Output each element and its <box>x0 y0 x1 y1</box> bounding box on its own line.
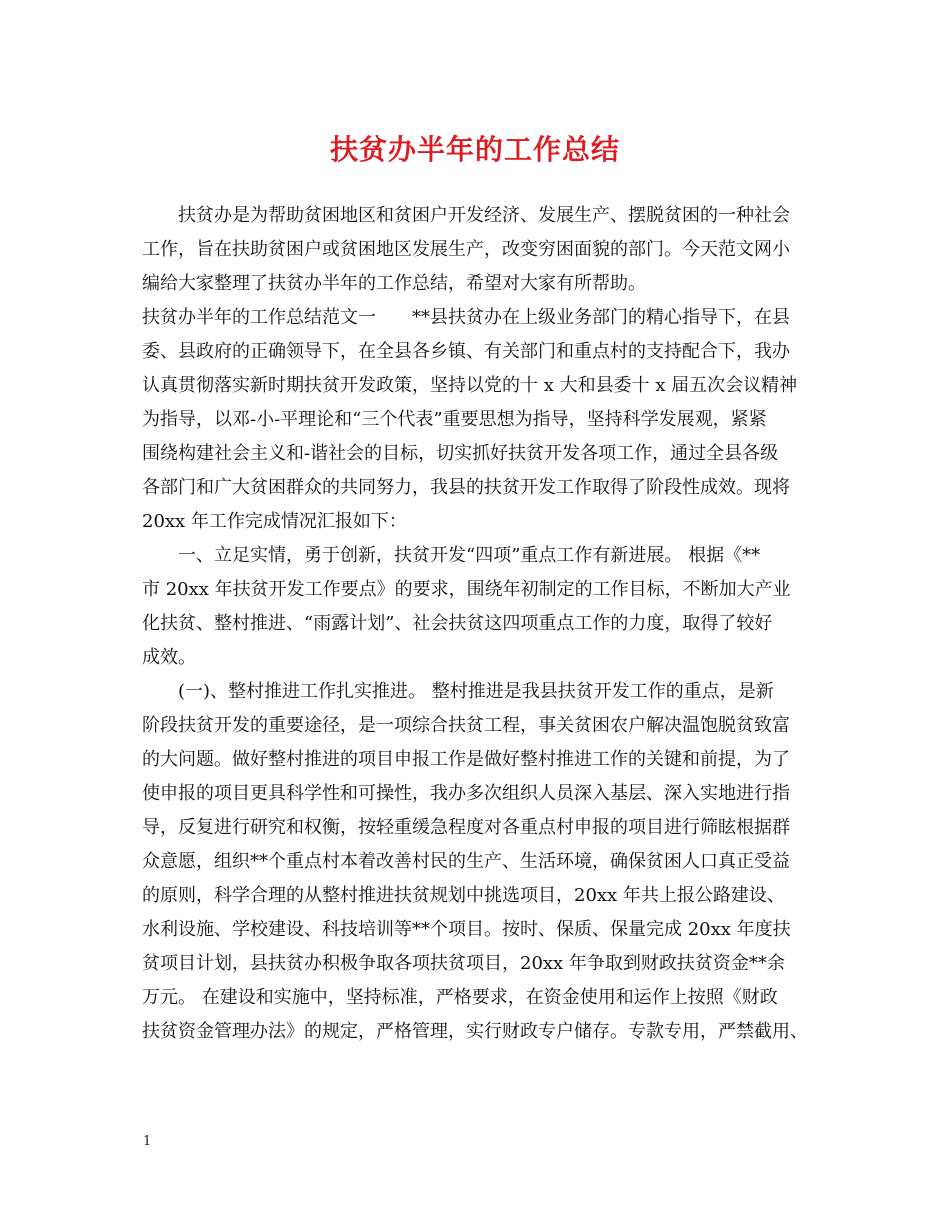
text-line: 编给大家整理了扶贫办半年的工作总结，希望对大家有所帮助。 <box>142 273 646 294</box>
page-number: 1 <box>143 1134 152 1149</box>
text-line: 20xx 年工作完成情况汇报如下： <box>142 511 407 532</box>
text-line: 使申报的项目更具科学性和可操性，我办多次组织人员深入基层、深入实地进行指 <box>142 783 790 804</box>
text-line: 市 20xx 年扶贫开发工作要点》的要求，围绕年初制定的工作目标，不断加大产业 <box>142 579 791 600</box>
text-line: 一、立足实情，勇于创新，扶贫开发“四项”重点工作有新进展。 根据《** <box>178 545 761 566</box>
text-line: 贫项目计划，县扶贫办积极争取各项扶贫项目，20xx 年争取到财政扶贫资金**余 <box>142 953 785 974</box>
text-line: 扶贫办是为帮助贫困地区和贫困户开发经济、发展生产、摆脱贫困的一种社会 <box>178 205 790 226</box>
text-line: 万元。 在建设和实施中，坚持标准，严格要求，在资金使用和运作上按照《财政 <box>142 987 778 1008</box>
text-line: 扶贫资金管理办法》的规定，严格管理，实行财政专户储存。专款专用，严禁截用、 <box>142 1021 808 1042</box>
text-line: 水利设施、学校建设、科技培训等**个项目。按时、保质、保量完成 20xx 年度扶 <box>142 919 791 940</box>
text-line: 的原则，科学合理的从整村推进扶贫规划中挑选项目，20xx 年共上报公路建设、 <box>142 885 785 906</box>
text-line: 委、县政府的正确领导下，在全县各乡镇、有关部门和重点村的支持配合下，我办 <box>142 341 790 362</box>
text-line: 工作，旨在扶助贫困户或贫困地区发展生产，改变穷困面貌的部门。今天范文网小 <box>142 239 790 260</box>
text-line: 阶段扶贫开发的重要途径，是一项综合扶贫工程，事关贫困农户解决温饱脱贫致富 <box>142 715 790 736</box>
document-title: 扶贫办半年的工作总结 <box>329 133 620 166</box>
text-line: 为指导，以邓-小-平理论和“三个代表”重要思想为指导，坚持科学发展观，紧紧 <box>142 409 767 430</box>
text-line: 围绕构建社会主义和-谐社会的目标，切实抓好扶贫开发各项工作，通过全县各级 <box>142 443 779 464</box>
text-line: 认真贯彻落实新时期扶贫开发政策，坚持以党的十 x 大和县委十 x 届五次会议精神 <box>142 375 798 396</box>
text-line: 扶贫办半年的工作总结范文一 **县扶贫办在上级业务部门的精心指导下，在县 <box>142 307 790 328</box>
document-body <box>142 199 814 1049</box>
text-line: 各部门和广大贫困群众的共同努力，我县的扶贫开发工作取得了阶段性成效。现将 <box>142 477 790 498</box>
text-line: 成效。 <box>142 647 196 668</box>
text-line: 的大问题。做好整村推进的项目申报工作是做好整村推进工作的关键和前提，为了 <box>142 749 790 770</box>
text-line: 化扶贫、整村推进、“雨露计划”、社会扶贫这四项重点工作的力度，取得了较好 <box>142 613 773 634</box>
text-line: 众意愿，组织**个重点村本着改善村民的生产、生活环境，确保贫困人口真正受益 <box>142 851 790 872</box>
text-line: (一)、整村推进工作扎实推进。 整村推进是我县扶贫开发工作的重点，是新 <box>178 681 774 702</box>
text-line: 导，反复进行研究和权衡，按轻重缓急程度对各重点村申报的项目进行筛眩根据群 <box>142 817 790 838</box>
